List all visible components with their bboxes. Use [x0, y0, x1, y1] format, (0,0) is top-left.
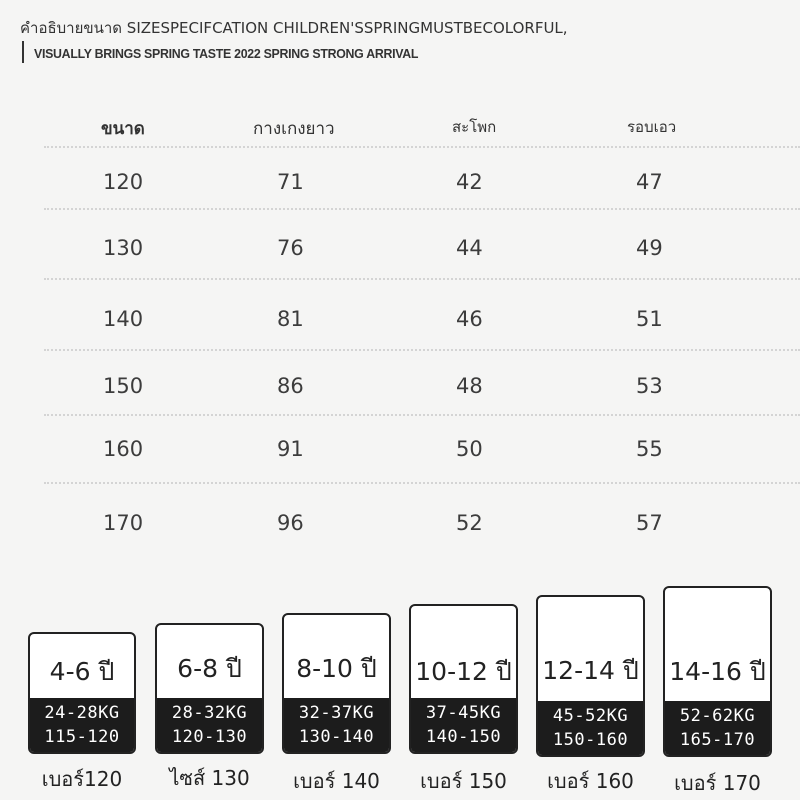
size-card	[28, 632, 136, 754]
card-weight: 52-62KG	[679, 706, 756, 726]
card-age-range: 4-6 ปี	[49, 657, 115, 686]
table-cell: 91	[277, 437, 304, 461]
table-cell: 46	[456, 307, 483, 331]
header-accent-bar	[22, 41, 24, 63]
column-header-pants-length: กางเกงยาว	[253, 119, 335, 139]
card-age-range: 10-12 ปี	[415, 657, 512, 686]
table-cell: 150	[103, 374, 144, 398]
card-measurement-band	[157, 698, 262, 752]
card-height: 120-130	[171, 727, 248, 747]
table-cell: 52	[456, 511, 483, 535]
card-height: 150-160	[552, 730, 629, 750]
table-cell: 130	[103, 236, 144, 260]
card-height: 140-150	[425, 727, 502, 747]
column-header-waist: รอบเอว	[627, 118, 677, 136]
size-card	[536, 595, 645, 757]
table-cell: 42	[456, 170, 483, 194]
table-cell: 44	[456, 236, 483, 260]
header-line1: คำอธิบายขนาด SIZESPECIFCATION CHILDREN'SSPRINGMUSTBECOLORFUL,	[20, 19, 568, 37]
table-cell: 81	[277, 307, 304, 331]
table-divider	[44, 278, 800, 280]
card-height: 115-120	[44, 727, 120, 747]
card-age-range: 6-8 ปี	[177, 654, 242, 683]
card-weight: 24-28KG	[44, 703, 120, 723]
table-cell: 48	[456, 374, 483, 398]
card-height: 130-140	[298, 727, 375, 747]
size-card	[663, 586, 772, 757]
card-caption: เบอร์120	[41, 767, 123, 791]
table-cell: 53	[636, 374, 663, 398]
table-cell: 140	[103, 307, 144, 331]
size-card	[155, 623, 264, 754]
size-card	[282, 613, 391, 754]
column-header-hip: สะโพก	[452, 118, 497, 136]
table-cell: 160	[103, 437, 144, 461]
card-age-range: 14-16 ปี	[669, 657, 766, 686]
card-measurement-band	[538, 701, 643, 755]
table-cell: 47	[636, 170, 663, 194]
card-caption: เบอร์ 160	[547, 769, 634, 793]
table-divider	[44, 349, 800, 351]
card-caption: เบอร์ 170	[674, 771, 761, 795]
table-cell: 51	[636, 307, 663, 331]
card-caption: เบอร์ 150	[420, 769, 507, 793]
card-weight: 28-32KG	[171, 703, 248, 723]
card-weight: 45-52KG	[552, 706, 629, 726]
table-cell: 120	[103, 170, 144, 194]
card-measurement-band	[30, 698, 134, 752]
card-measurement-band	[665, 701, 770, 755]
table-divider	[44, 414, 800, 416]
card-age-range: 8-10 ปี	[296, 654, 377, 683]
table-cell: 96	[277, 511, 304, 535]
column-header-size: ขนาด	[101, 119, 145, 139]
table-divider	[44, 482, 800, 484]
card-measurement-band	[284, 698, 389, 752]
table-cell: 57	[636, 511, 663, 535]
card-age-range: 12-14 ปี	[542, 656, 639, 685]
card-height: 165-170	[679, 730, 756, 750]
header-line2: VISUALLY BRINGS SPRING TASTE 2022 SPRING STRONG ARRIVAL	[34, 46, 419, 61]
table-divider	[44, 208, 800, 210]
table-cell: 170	[103, 511, 144, 535]
card-caption: เบอร์ 140	[293, 769, 380, 793]
card-weight: 37-45KG	[425, 703, 502, 723]
table-cell: 55	[636, 437, 663, 461]
table-cell: 49	[636, 236, 663, 260]
card-caption: ไซส์ 130	[169, 766, 250, 790]
table-cell: 71	[277, 170, 304, 194]
card-measurement-band	[411, 698, 516, 752]
table-cell: 86	[277, 374, 304, 398]
card-weight: 32-37KG	[298, 703, 375, 723]
table-divider	[44, 146, 800, 148]
table-cell: 50	[456, 437, 483, 461]
size-card	[409, 604, 518, 754]
table-cell: 76	[277, 236, 304, 260]
